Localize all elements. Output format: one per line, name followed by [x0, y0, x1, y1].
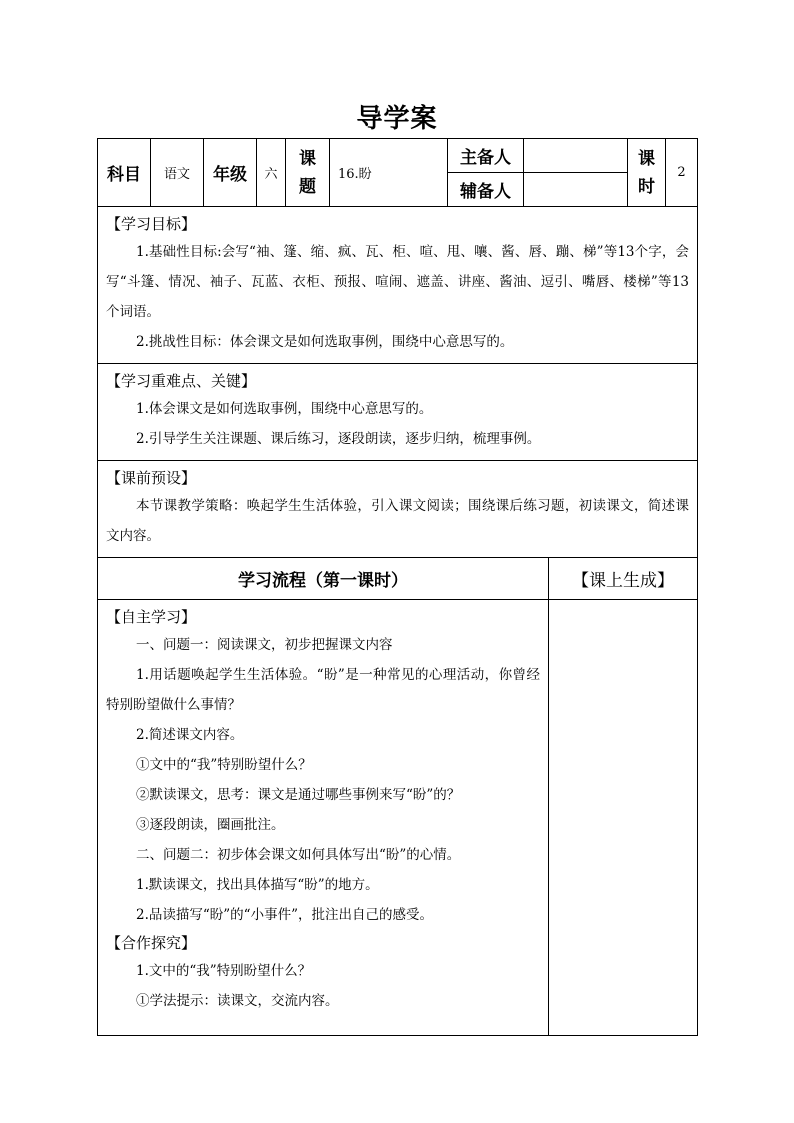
periods-label: 课时	[628, 139, 666, 207]
goal-item-2: 2.挑战性目标：体会课文是如何选取事例，围绕中心意思写的。	[136, 334, 514, 350]
goal-item-1: 1.基础性目标:会写“袖、篷、缩、疯、瓦、柜、喧、甩、嚷、酱、唇、蹦、梯”等13个字，会写“斗篷、情况、袖子、瓦蓝、衣柜、预报、喧闹、遮盖、讲座、酱油、逗引、嘴唇、楼梯”等13个词语。	[106, 244, 690, 320]
keypoints-row	[98, 364, 698, 461]
goals-row	[98, 207, 698, 364]
flow-title-row	[98, 558, 698, 600]
self-study-line-6: ③逐段朗读，圈画批注。	[136, 817, 285, 833]
self-study-line-5: ②默读课文，思考：课文是通过哪些事例来写“盼”的？	[136, 787, 461, 803]
goals-heading: 【学习目标】	[106, 215, 197, 233]
self-study-line-9: 2.品读描写“盼”的“小事件”，批注出自己的感受。	[136, 907, 433, 923]
goals-section	[98, 207, 698, 364]
document-title: 导学案	[356, 104, 438, 134]
lead-preparer-label: 主备人	[448, 139, 524, 173]
lesson-label: 课题	[286, 139, 330, 207]
cooperation-heading: 【合作探究】	[106, 934, 197, 952]
self-study-line-8: 1.默读课文，找出具体描写“盼”的地方。	[136, 877, 379, 893]
preview-heading: 【课前预设】	[106, 469, 197, 487]
lead-preparer-value	[524, 139, 628, 173]
header-row-top	[98, 139, 698, 173]
self-study-line-3: 2.简述课文内容。	[136, 727, 244, 743]
keypoints-heading: 【学习重难点、关键】	[106, 372, 257, 390]
self-study-line-2: 1.用话题唤起学生生活体验。“盼”是一种常见的心理活动，你曾经特别盼望做什么事情？	[106, 667, 540, 713]
periods-value: 2	[666, 139, 698, 207]
cooperation-line-2: ①学法提示：读课文，交流内容。	[136, 993, 339, 1009]
self-study-line-1: 一、问题一：阅读课文，初步把握课文内容	[136, 637, 393, 653]
lesson-plan-table	[97, 138, 698, 1036]
lesson-value: 16.盼	[330, 139, 448, 207]
flow-title: 学习流程（第一课时）	[98, 558, 549, 600]
assist-preparer-value	[524, 173, 628, 207]
flow-content-row	[98, 600, 698, 1036]
keypoint-item-2: 2.引导学生关注课题、课后练习，逐段朗读，逐步归纳，梳理事例。	[136, 431, 541, 447]
preview-row	[98, 461, 698, 558]
grade-value: 六	[257, 139, 286, 207]
preview-text: 本节课教学策略：唤起学生生活体验，引入课文阅读；围绕课后练习题，初读课文，简述课文内容。	[106, 498, 690, 544]
cooperation-line-1: 1.文中的“我”特别盼望什么？	[136, 963, 312, 979]
preview-section	[98, 461, 698, 558]
self-study-heading: 【自主学习】	[106, 608, 197, 626]
flow-content	[98, 600, 549, 1036]
generation-column	[549, 600, 698, 1036]
generation-title: 【课上生成】	[549, 558, 698, 600]
subject-value: 语文	[151, 139, 204, 207]
keypoints-section	[98, 364, 698, 461]
subject-label: 科目	[98, 139, 151, 207]
assist-preparer-label: 辅备人	[448, 173, 524, 207]
keypoint-item-1: 1.体会课文是如何选取事例，围绕中心意思写的。	[136, 401, 433, 417]
grade-label: 年级	[204, 139, 257, 207]
self-study-line-4: ①文中的“我”特别盼望什么？	[136, 757, 312, 773]
self-study-line-7: 二、问题二：初步体会课文如何具体写出“盼”的心情。	[136, 847, 461, 863]
